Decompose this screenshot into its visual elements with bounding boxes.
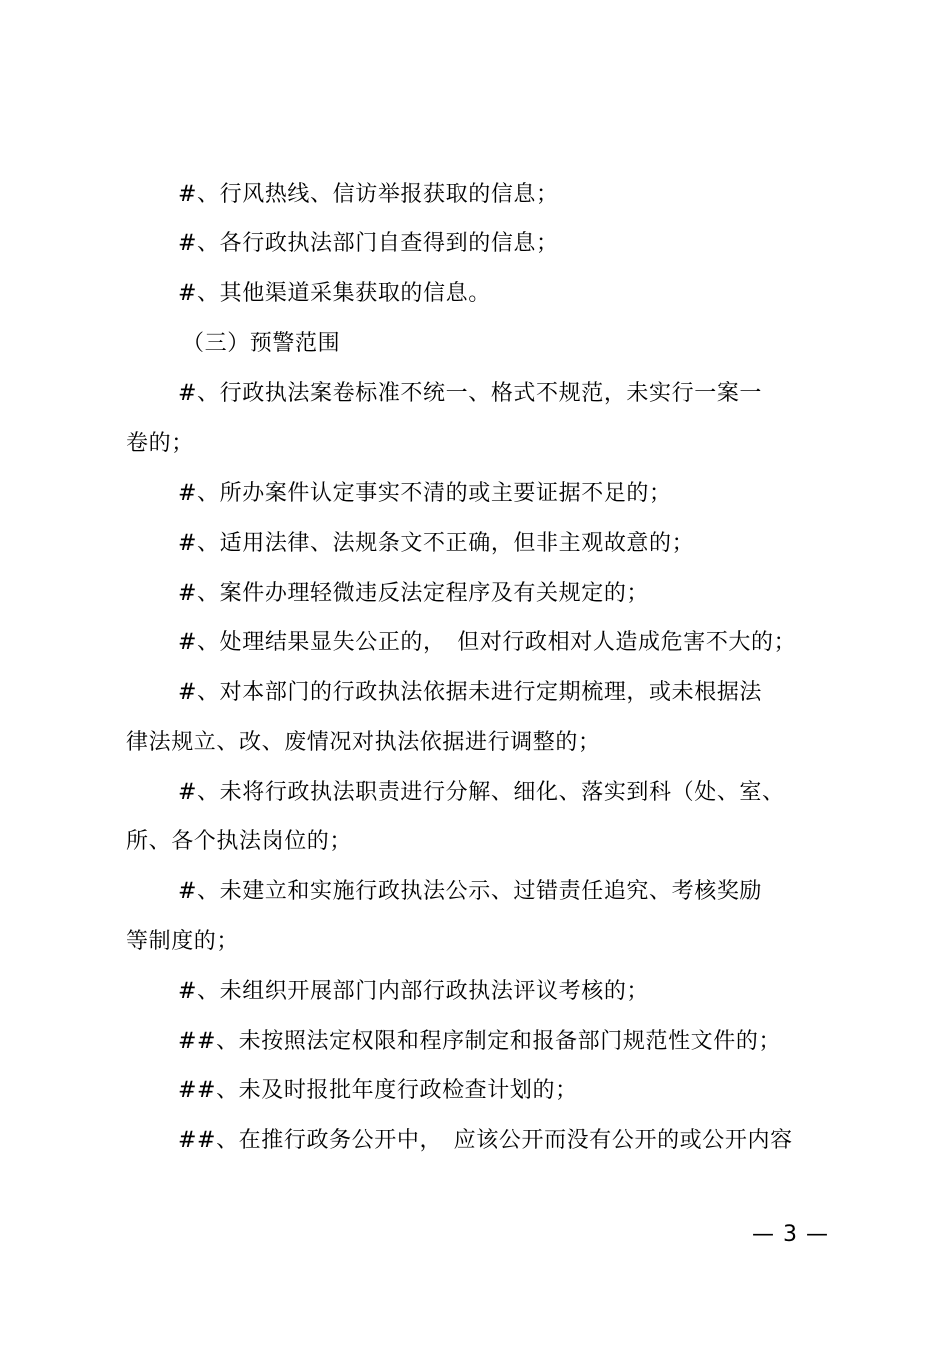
text-line: ##、未及时报批年度行政检查计划的； [178,1078,578,1103]
text-line: #、行风热线、信访举报获取的信息； [178,182,559,207]
text-line: #、对本部门的行政执法依据未进行定期梳理，或未根据法 [178,680,763,705]
text-line: #、未组织开展部门内部行政执法评议考核的； [178,979,650,1004]
text-line: #、未将行政执法职责进行分解、细化、落实到科（处、室、 [178,780,785,805]
text-line: #、所办案件认定事实不清的或主要证据不足的； [178,481,672,506]
text-line-continuation: 律法规立、改、废情况对执法依据进行调整的； [126,730,601,755]
text-line: ##、未按照法定权限和程序制定和报备部门规范性文件的； [178,1029,782,1054]
text-line: #、其他渠道采集获取的信息。 [178,281,491,306]
text-line: ##、在推行政务公开中， 应该公开而没有公开的或公开内容 [178,1128,793,1153]
text-line: #、案件办理轻微违反法定程序及有关规定的； [178,581,650,606]
text-line-continuation: 等制度的； [126,929,240,954]
text-line-continuation: 所、各个执法岗位的； [126,829,353,854]
page-number: — 3 — [752,1222,829,1247]
text-line: #、处理结果显失公正的， 但对行政相对人造成危害不大的； [178,630,797,655]
text-line: #、各行政执法部门自查得到的信息； [178,231,559,256]
text-line: #、未建立和实施行政执法公示、过错责任追究、考核奖励 [178,879,763,904]
text-line: #、适用法律、法规条文不正确，但非主观故意的； [178,531,695,556]
text-line-continuation: 卷的； [126,431,194,456]
section-heading: （三）预警范围 [182,331,341,356]
text-line: #、行政执法案卷标准不统一、格式不规范，未实行一案一 [178,381,763,406]
